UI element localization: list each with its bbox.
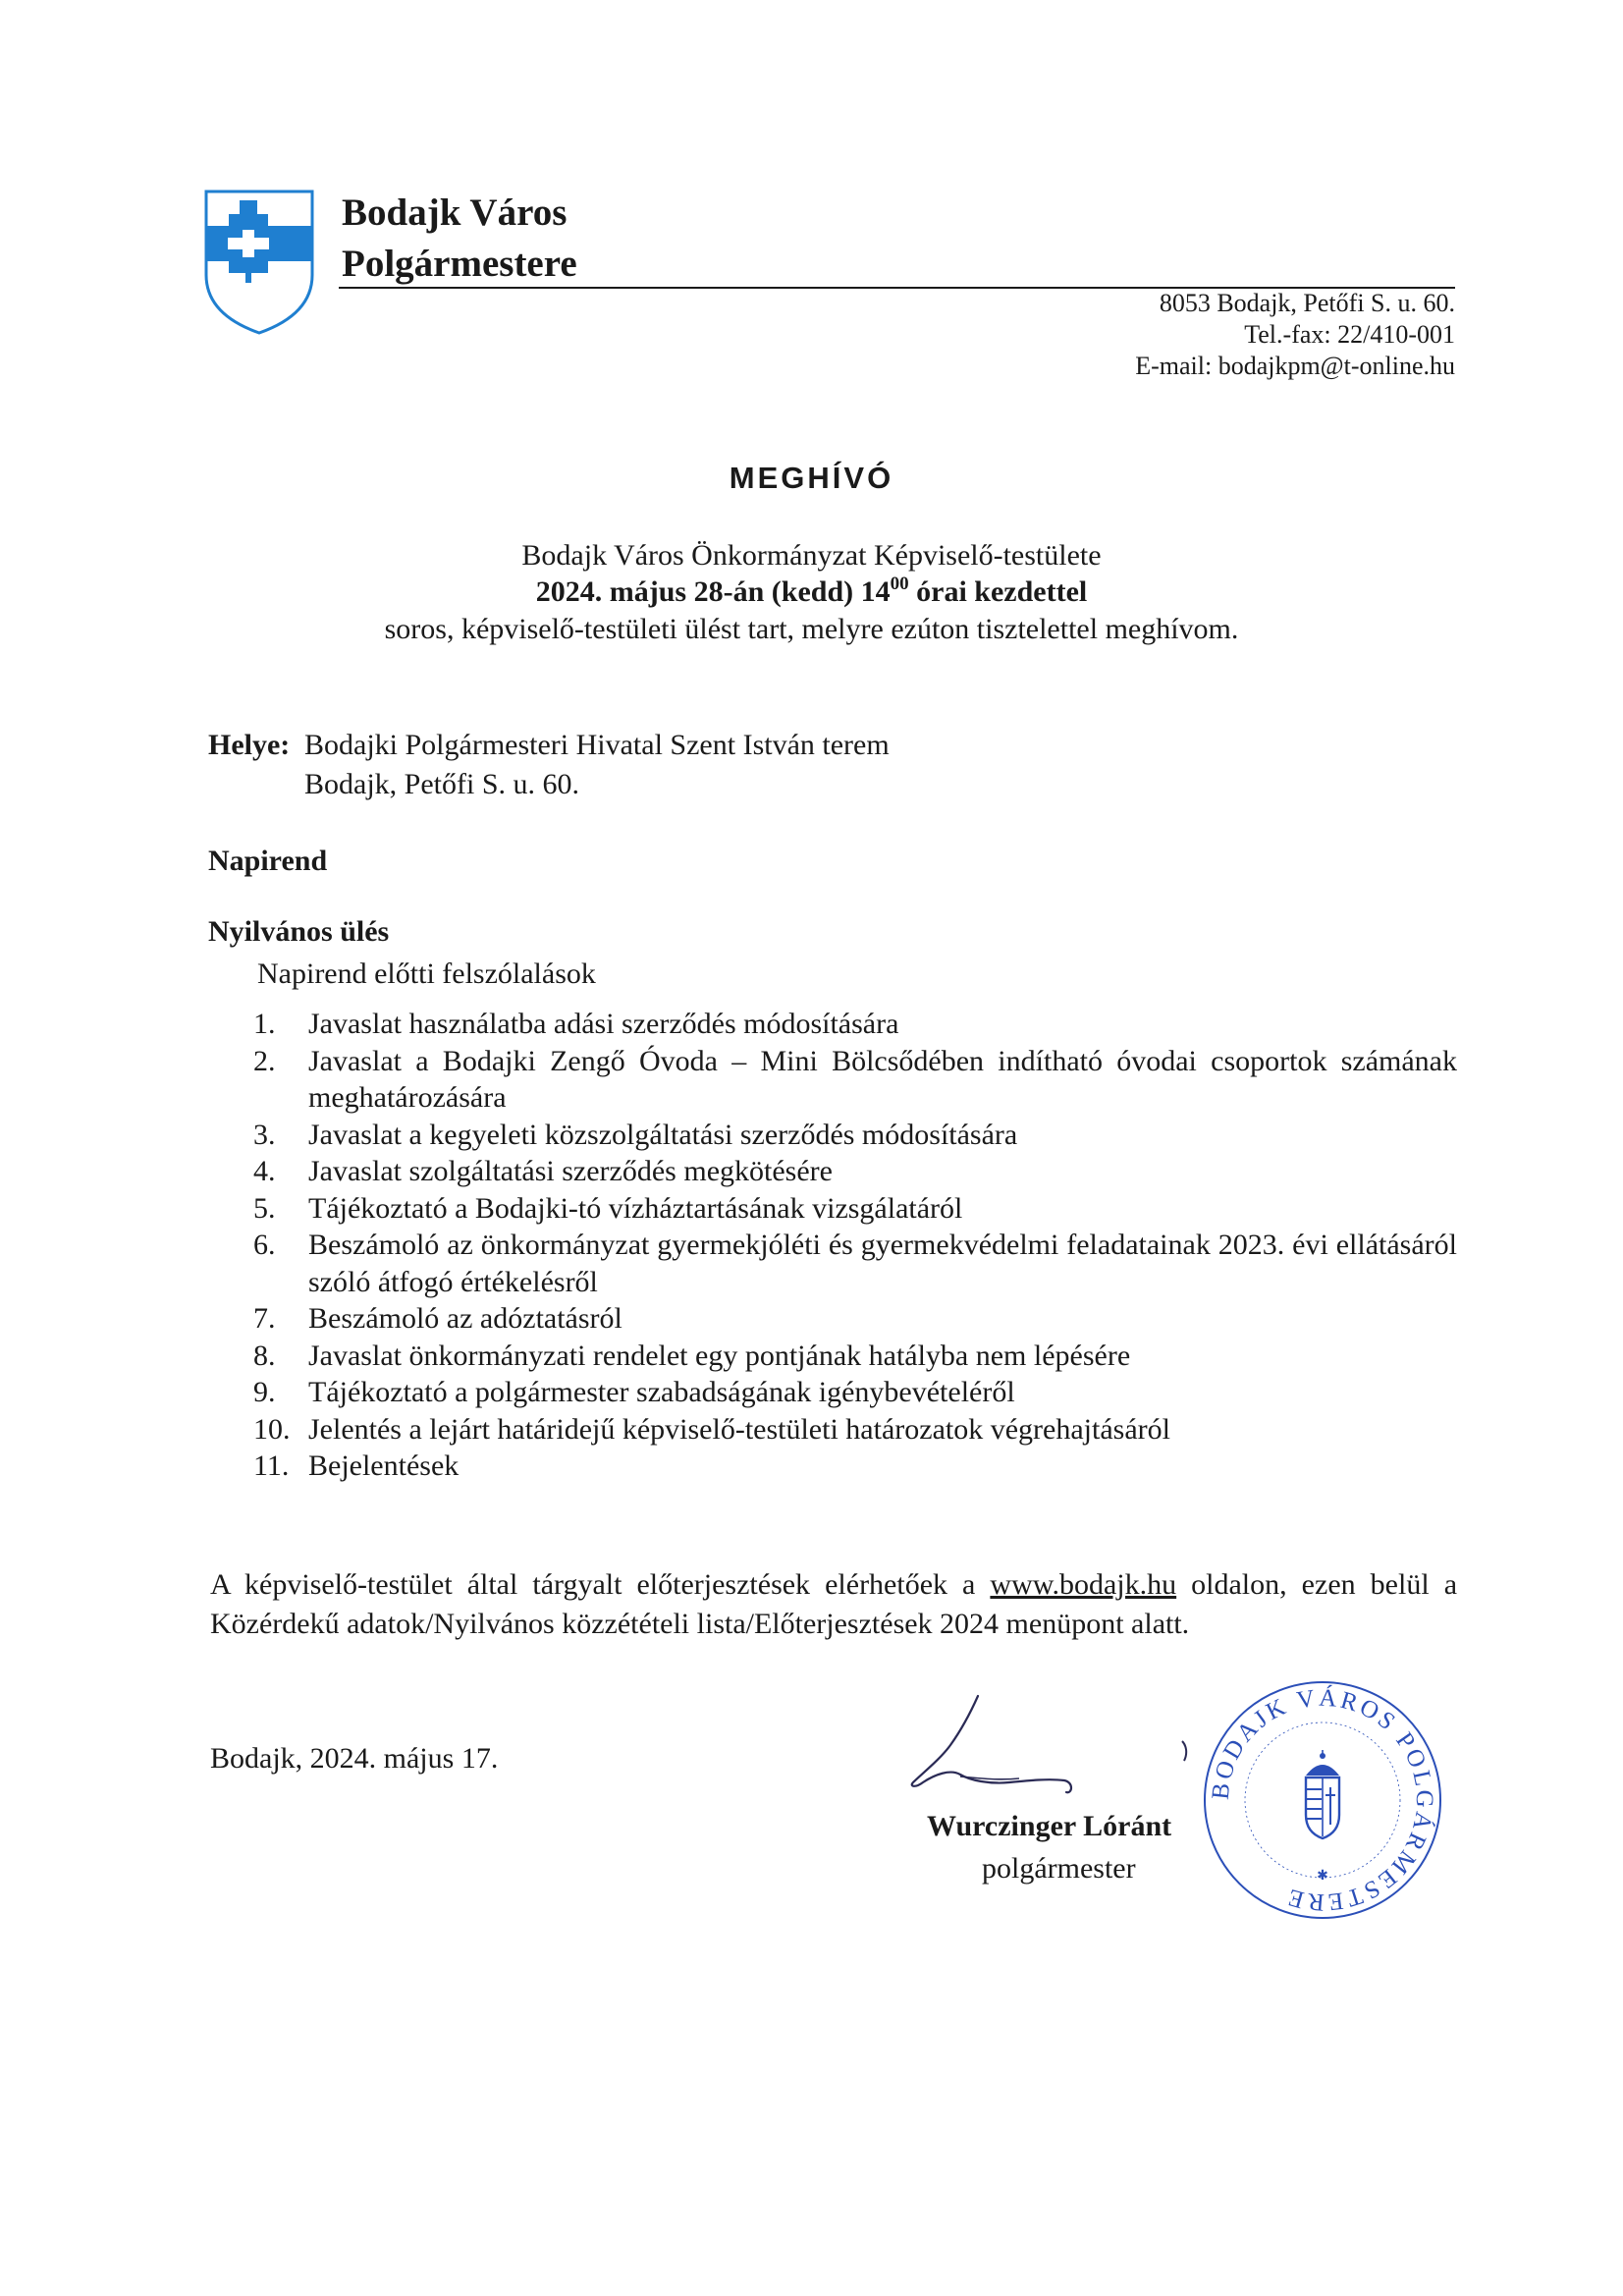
agenda-item <box>253 1448 1457 1485</box>
signer-name: Wurczinger Lóránt <box>927 1810 1172 1842</box>
agenda-item <box>253 1300 1457 1338</box>
org-name-line1: Bodajk Város <box>342 191 568 234</box>
agenda-item-text: Tájékoztató a Bodajki-tó vízháztartásának vizsgálatáról <box>308 1191 963 1225</box>
stamp-text: BODAJK VÁROS POLGÁRMESTERE <box>1207 1684 1438 1916</box>
stamp-star-icon: ✱ <box>1317 1869 1328 1884</box>
agenda-list <box>253 1006 1457 1485</box>
agenda-item <box>253 1006 1457 1043</box>
agenda-item-text: Bejelentések <box>308 1449 460 1482</box>
agenda-item-text: Jelentés a lejárt határidejű képviselő-testületi határozatok végrehajtásáról <box>308 1412 1170 1446</box>
agenda-item-number: 6. <box>253 1229 276 1261</box>
agenda-item <box>253 1338 1457 1375</box>
agenda-item-text: Javaslat szolgáltatási szerződés megkötésére <box>308 1155 833 1187</box>
closing-paragraph <box>210 1565 1457 1644</box>
signer-title: polgármester <box>982 1852 1136 1885</box>
agenda-item <box>253 1043 1457 1117</box>
agenda-item-number: 10. <box>253 1412 291 1446</box>
public-session-heading: Nyilvános ülés <box>208 915 390 948</box>
official-stamp <box>1200 1677 1445 1923</box>
agenda-item-number: 3. <box>253 1118 276 1151</box>
meeting-date: 2024. május 28-án (kedd) 14 <box>535 575 891 608</box>
place-and-date: Bodajk, 2024. május 17. <box>210 1742 499 1775</box>
agenda-item <box>253 1411 1457 1449</box>
hungarian-coat-of-arms-icon <box>1306 1750 1339 1838</box>
place-label: Helye: <box>208 729 291 761</box>
agenda-item <box>253 1227 1457 1300</box>
agenda-item <box>253 1374 1457 1411</box>
agenda-item-number: 11. <box>253 1449 290 1482</box>
meeting-time-minutes: 00 <box>890 574 909 594</box>
agenda-item <box>253 1153 1457 1190</box>
agenda-item-number: 5. <box>253 1191 276 1225</box>
agenda-item-number: 8. <box>253 1339 276 1372</box>
org-name-line2: Polgármestere <box>342 243 577 285</box>
agenda-item-text: Beszámoló az adóztatásról <box>308 1302 622 1335</box>
contact-address: 8053 Bodajk, Petőfi S. u. 60. <box>1159 289 1455 317</box>
contact-email: E-mail: bodajkpm@t-online.hu <box>1135 352 1455 380</box>
agenda-item <box>253 1190 1457 1228</box>
pre-agenda-speeches: Napirend előtti felszólalások <box>257 957 596 990</box>
agenda-item-text: Javaslat használatba adási szerződés módosítására <box>308 1008 899 1040</box>
agenda-item-text: Tájékoztató a polgármester szabadságának igénybevételéről <box>308 1376 1015 1408</box>
cross-shield-icon <box>203 189 315 336</box>
place-line1: Bodajki Polgármesteri Hivatal Szent István terem <box>304 729 890 761</box>
agenda-item-text: Beszámoló az önkormányzat gyermekjóléti és gyermekvédelmi feladatainak 2023. évi ellátásáról szóló átfogó értékelésről <box>308 1229 1457 1298</box>
closing-text-end: oldalon, ezen belül a Közérdekű adatok/Nyilvános közzétételi lista/Előterjesztések 2024 menüpont alatt. <box>210 1568 1458 1640</box>
agenda-item-number: 9. <box>253 1376 276 1408</box>
agenda-item-text: Javaslat önkormányzati rendelet egy pontjának hatályba nem lépésére <box>308 1339 1131 1372</box>
agenda-heading: Napirend <box>208 845 328 877</box>
contact-phone: Tel.-fax: 22/410-001 <box>1244 320 1455 349</box>
agenda-item-text: Javaslat a kegyeleti közszolgáltatási szerződés módosítására <box>308 1118 1018 1151</box>
invitation-body-line1: Bodajk Város Önkormányzat Képviselő-testülete <box>521 539 1102 572</box>
agenda-item-number: 2. <box>253 1044 276 1077</box>
invitation-body-line3: soros, képviselő-testületi ülést tart, melyre ezúton tisztelettel meghívom. <box>384 613 1239 645</box>
agenda-item-text: Javaslat a Bodajki Zengő Óvoda – Mini Bölcsődében indítható óvodai csoportok számának meghatározására <box>308 1044 1457 1114</box>
document-title: MEGHÍVÓ <box>729 461 894 495</box>
website-link[interactable]: www.bodajk.hu <box>990 1568 1177 1601</box>
invitation-date-line <box>0 574 1623 611</box>
closing-text-start: A képviselő-testület által tárgyalt előterjesztések elérhetőek a <box>210 1568 991 1601</box>
agenda-item-number: 1. <box>253 1008 276 1040</box>
agenda-item-number: 7. <box>253 1302 276 1335</box>
meeting-time-suffix: órai kezdettel <box>908 575 1088 608</box>
agenda-item <box>253 1117 1457 1154</box>
agenda-item-number: 4. <box>253 1155 276 1187</box>
place-line2: Bodajk, Petőfi S. u. 60. <box>304 768 580 800</box>
